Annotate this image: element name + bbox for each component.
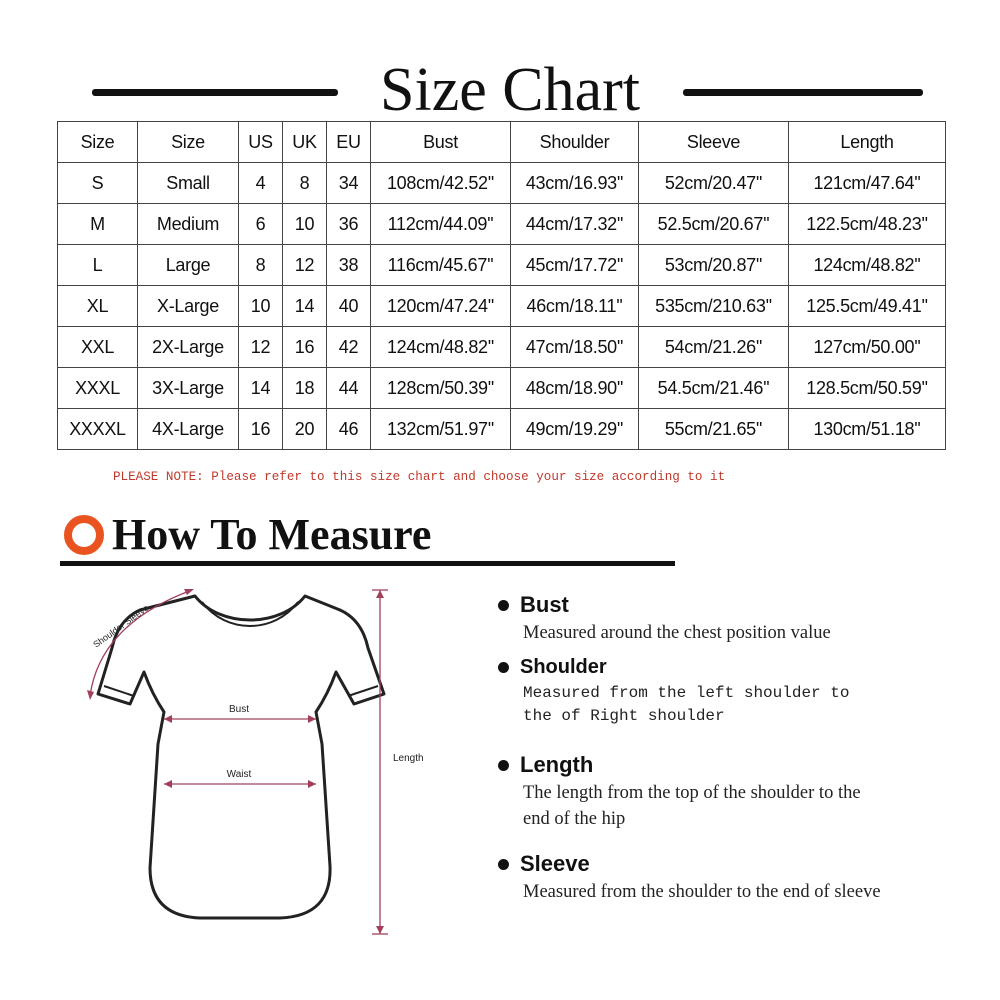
measure-title: Length [520, 752, 594, 777]
table-cell: 46cm/18.11'' [511, 286, 639, 327]
table-cell: 124cm/48.82'' [371, 327, 511, 368]
table-cell: 116cm/45.67'' [371, 245, 511, 286]
table-cell: 120cm/47.24'' [371, 286, 511, 327]
arrow-head-icon [376, 926, 384, 934]
table-cell: Medium [138, 204, 239, 245]
size-note: PLEASE NOTE: Please refer to this size chart and choose your size according to it [113, 470, 726, 484]
measure-item-length [498, 752, 898, 832]
measure-item-bust [498, 592, 898, 646]
table-row [58, 409, 946, 450]
col-header-shoulder: Shoulder [511, 122, 639, 163]
measure-title: Sleeve [520, 851, 590, 876]
tshirt-sleeve-hem-left [104, 686, 134, 696]
table-cell: 16 [239, 409, 283, 450]
table-cell: 54.5cm/21.46'' [639, 368, 789, 409]
table-row [58, 163, 946, 204]
table-cell: 36 [327, 204, 371, 245]
table-cell: 128.5cm/50.59'' [789, 368, 946, 409]
col-header-size-name: Size [138, 122, 239, 163]
arrow-head-icon [308, 780, 316, 788]
measure-description: Measured around the chest position value [523, 623, 831, 643]
bust-label: Bust [228, 704, 250, 715]
table-cell: 42 [327, 327, 371, 368]
ring-bullet-icon [64, 515, 104, 555]
table-cell: XXXXL [58, 409, 138, 450]
arrow-head-icon [376, 590, 384, 598]
measure-title: Shoulder [520, 656, 607, 678]
col-header-uk: UK [283, 122, 327, 163]
table-cell: 122.5cm/48.23'' [789, 204, 946, 245]
table-cell: L [58, 245, 138, 286]
table-row [58, 327, 946, 368]
table-cell: 127cm/50.00'' [789, 327, 946, 368]
table-cell: S [58, 163, 138, 204]
measure-title: Bust [520, 592, 569, 617]
bullet-icon [498, 859, 509, 870]
measure-item-shoulder [498, 654, 898, 728]
bullet-icon [498, 662, 509, 673]
table-cell: 40 [327, 286, 371, 327]
table-cell: 8 [283, 163, 327, 204]
table-cell: 128cm/50.39'' [371, 368, 511, 409]
col-header-sleeve: Sleeve [639, 122, 789, 163]
size-chart-title: Size Chart [380, 56, 640, 124]
table-cell: 8 [239, 245, 283, 286]
table-cell: 4X-Large [138, 409, 239, 450]
table-header-row [58, 122, 946, 163]
how-to-measure-rule [60, 561, 675, 566]
table-cell: 10 [283, 204, 327, 245]
col-header-size-code: Size [58, 122, 138, 163]
table-cell: 10 [239, 286, 283, 327]
table-cell: XXL [58, 327, 138, 368]
bullet-icon [498, 600, 509, 611]
table-cell: 3X-Large [138, 368, 239, 409]
arrow-head-icon [308, 715, 316, 723]
table-cell: 4 [239, 163, 283, 204]
table-cell: Large [138, 245, 239, 286]
arrow-head-icon [164, 780, 172, 788]
table-cell: 54cm/21.26'' [639, 327, 789, 368]
table-cell: 34 [327, 163, 371, 204]
tshirt-outline [98, 596, 384, 918]
size-table [57, 121, 946, 450]
table-cell: 48cm/18.90'' [511, 368, 639, 409]
table-cell: 2X-Large [138, 327, 239, 368]
measure-description: The length from the top of the shoulder to the end of the hip [523, 783, 861, 829]
table-cell: 46 [327, 409, 371, 450]
arrow-head-icon [184, 589, 194, 595]
table-cell: 44 [327, 368, 371, 409]
table-cell: 132cm/51.97'' [371, 409, 511, 450]
table-cell: 43cm/16.93'' [511, 163, 639, 204]
waist-label: Waist [226, 769, 252, 780]
size-chart-header [0, 52, 1000, 132]
col-header-us: US [239, 122, 283, 163]
table-cell: 53cm/20.87'' [639, 245, 789, 286]
col-header-eu: EU [327, 122, 371, 163]
table-cell: 20 [283, 409, 327, 450]
table-cell: 44cm/17.32'' [511, 204, 639, 245]
table-cell: 45cm/17.72'' [511, 245, 639, 286]
table-cell: 52.5cm/20.67'' [639, 204, 789, 245]
col-header-length: Length [789, 122, 946, 163]
table-cell: X-Large [138, 286, 239, 327]
measure-item-sleeve [498, 851, 898, 905]
table-cell: 16 [283, 327, 327, 368]
table-cell: 112cm/44.09'' [371, 204, 511, 245]
col-header-bust: Bust [371, 122, 511, 163]
tshirt-sleeve-hem-right [348, 686, 378, 696]
table-cell: Small [138, 163, 239, 204]
table-cell: XL [58, 286, 138, 327]
arrow-head-icon [87, 690, 94, 700]
table-cell: 18 [283, 368, 327, 409]
table-cell: 14 [283, 286, 327, 327]
table-cell: 6 [239, 204, 283, 245]
table-row [58, 204, 946, 245]
table-row [58, 286, 946, 327]
measure-description: Measured from the left shoulder to the of Right shoulder [523, 684, 850, 725]
length-label: Length [393, 753, 424, 764]
table-row [58, 368, 946, 409]
shoulder-sleeve-label: Shoulder Sleeve [91, 602, 151, 650]
table-cell: 55cm/21.65'' [639, 409, 789, 450]
table-cell: 121cm/47.64'' [789, 163, 946, 204]
table-cell: XXXL [58, 368, 138, 409]
title-rule-left [92, 89, 338, 96]
table-cell: 12 [239, 327, 283, 368]
table-cell: 49cm/19.29'' [511, 409, 639, 450]
measure-description: Measured from the shoulder to the end of sleeve [523, 882, 881, 902]
table-cell: 52cm/20.47'' [639, 163, 789, 204]
table-cell: 38 [327, 245, 371, 286]
table-cell: 130cm/51.18'' [789, 409, 946, 450]
table-cell: 535cm/210.63'' [639, 286, 789, 327]
table-cell: 14 [239, 368, 283, 409]
tshirt-measure-diagram [60, 576, 450, 946]
how-to-measure-title: How To Measure [112, 510, 432, 559]
table-cell: 125.5cm/49.41'' [789, 286, 946, 327]
table-cell: 47cm/18.50'' [511, 327, 639, 368]
table-cell: 108cm/42.52'' [371, 163, 511, 204]
arrow-head-icon [164, 715, 172, 723]
table-cell: M [58, 204, 138, 245]
table-row [58, 245, 946, 286]
table-cell: 12 [283, 245, 327, 286]
bullet-icon [498, 760, 509, 771]
title-rule-right [683, 89, 923, 96]
table-cell: 124cm/48.82'' [789, 245, 946, 286]
